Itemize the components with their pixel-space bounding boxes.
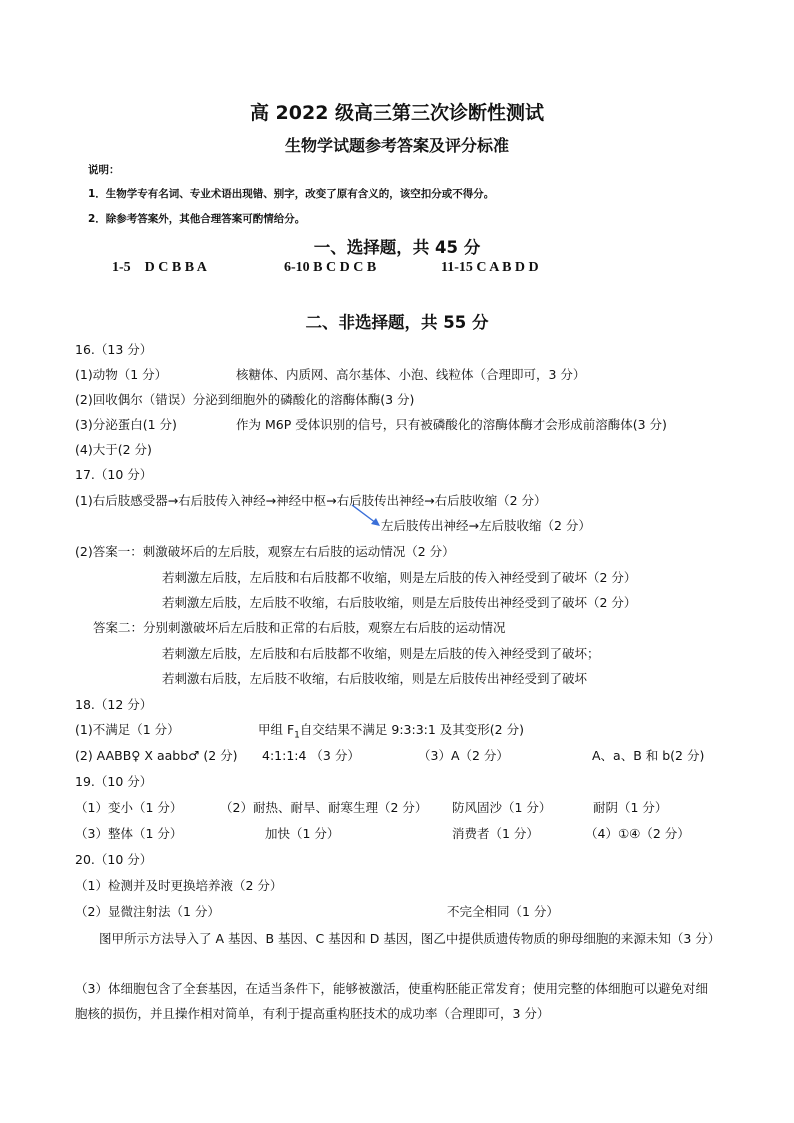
q18-p1-b-sub: 1 <box>294 730 300 741</box>
q16-p3-a: (3)分泌蛋白(1 分) <box>75 417 177 432</box>
q19-c7: 消费者（1 分） <box>452 826 539 841</box>
note-item-2: 2．除参考答案外，其他合理答案可酌情给分。 <box>88 213 306 225</box>
q17-p1: (1)右后肢感受器→右后肢传入神经→神经中枢→右后肢传出神经→右后肢收缩（2 分） <box>75 493 547 508</box>
q16-p1-b: 核糖体、内质网、高尔基体、小泡、线粒体（合理即可，3 分） <box>236 367 586 382</box>
mc-group-2 <box>284 260 376 276</box>
mc-range: 6-10 <box>284 260 310 275</box>
mc-range: 11-15 <box>441 260 473 275</box>
q17-answer1-line1: 若刺激左后肢，左后肢和右后肢都不收缩，则是左后肢的传入神经受到了破坏（2 分） <box>162 570 637 585</box>
q19-c6: 加快（1 分） <box>265 826 340 841</box>
q19-header: 19.（10 分） <box>75 774 153 789</box>
q17-answer1: (2)答案一：刺激破坏后的左后肢，观察左右后肢的运动情况（2 分） <box>75 544 455 559</box>
mc-answers: C A B D D <box>476 260 539 275</box>
page-subtitle: 生物学试题参考答案及评分标准 <box>284 136 509 155</box>
q19-c2: （2）耐热、耐旱、耐寒生理（2 分） <box>220 800 428 815</box>
q18-p1-b <box>258 720 524 741</box>
q17-p1-branch: 左后肢传出神经→左后肢收缩（2 分） <box>381 518 591 533</box>
q18-p1-b-post: 自交结果不满足 9:3:3:1 及其变形(2 分) <box>299 722 524 737</box>
q18-p2-b: 4:1:1:4 （3 分） <box>262 748 360 763</box>
note-item-1: 1．生物学专有名词、专业术语出现错、别字，改变了原有含义的，该空扣分或不得分。 <box>88 188 495 200</box>
q17-answer1-line2: 若刺激左后肢，左后肢不收缩，右后肢收缩，则是左后肢传出神经受到了破坏（2 分） <box>162 595 637 610</box>
q17-answer2-line2: 若刺激右后肢，左后肢不收缩，右后肢收缩，则是左后肢传出神经受到了破坏 <box>162 671 588 686</box>
q16-p2: (2)回收偶尔（错误）分泌到细胞外的磷酸化的溶酶体酶(3 分) <box>75 392 415 407</box>
q19-c4: 耐阴（1 分） <box>593 800 668 815</box>
q18-header: 18.（12 分） <box>75 697 153 712</box>
mc-range: 1-5 <box>112 260 131 275</box>
q18-p3-b: A、a、B 和 b(2 分) <box>592 748 705 763</box>
q18-p3: （3）A（2 分） <box>418 748 509 763</box>
q19-c5: （3）整体（1 分） <box>75 826 183 841</box>
q20-p2-a: （2）显微注射法（1 分） <box>75 904 220 919</box>
q20-p2-c: 图甲所示方法导入了 A 基因、B 基因、C 基因和 D 基因，图乙中提供质遗传物质的卵母细胞的来源未知（3 分） <box>99 931 721 946</box>
q19-c3: 防风固沙（1 分） <box>452 800 552 815</box>
q17-answer2: 答案二：分别刺激破坏后左后肢和正常的右后肢，观察左右后肢的运动情况 <box>93 620 506 635</box>
q18-p1-a: (1)不满足（1 分） <box>75 722 180 737</box>
q20-p2-b: 不完全相同（1 分） <box>447 904 559 919</box>
mc-group-3 <box>441 260 539 276</box>
mc-answers: B C D C B <box>313 260 377 275</box>
q20-p3: （3）体细胞包含了全套基因，在适当条件下，能够被激活，使重构胚能正常发育；使用完整的体细胞可以避免对细胞核的损伤，并且操作相对简单，有利于提高重构胚技术的成功率（合理即可，3 分） <box>75 981 708 1021</box>
q16-p3-b: 作为 M6P 受体识别的信号，只有被磷酸化的溶酶体酶才会形成前溶酶体(3 分) <box>236 417 667 432</box>
q16-p4: (4)大于(2 分) <box>75 442 152 457</box>
q20-p1: （1）检测并及时更换培养液（2 分） <box>75 878 283 893</box>
q16-header: 16.（13 分） <box>75 342 153 357</box>
notes-heading: 说明： <box>88 164 120 176</box>
section-1-title: 一、选择题，共 45 分 <box>313 238 481 257</box>
q19-c1: （1）变小（1 分） <box>75 800 183 815</box>
mc-group-1 <box>112 260 207 276</box>
section-2-title: 二、非选择题，共 55 分 <box>305 313 489 332</box>
q17-answer2-line1: 若刺激左后肢，左后肢和右后肢都不收缩，则是左后肢的传入神经受到了破坏； <box>162 646 600 661</box>
q20-header: 20.（10 分） <box>75 852 153 867</box>
branch-arrow-icon <box>350 503 384 529</box>
page-title: 高 2022 级高三第三次诊断性测试 <box>249 102 545 124</box>
q18-p1-b-pre: 甲组 F <box>258 722 295 737</box>
q18-p2-a: (2) AABB♀ X aabb♂ (2 分) <box>75 748 238 763</box>
q19-c8: （4）①④（2 分） <box>585 826 690 841</box>
mc-answers: D C B B A <box>144 260 207 275</box>
q17-header: 17.（10 分） <box>75 467 153 482</box>
q16-p1-a: (1)动物（1 分） <box>75 367 168 382</box>
